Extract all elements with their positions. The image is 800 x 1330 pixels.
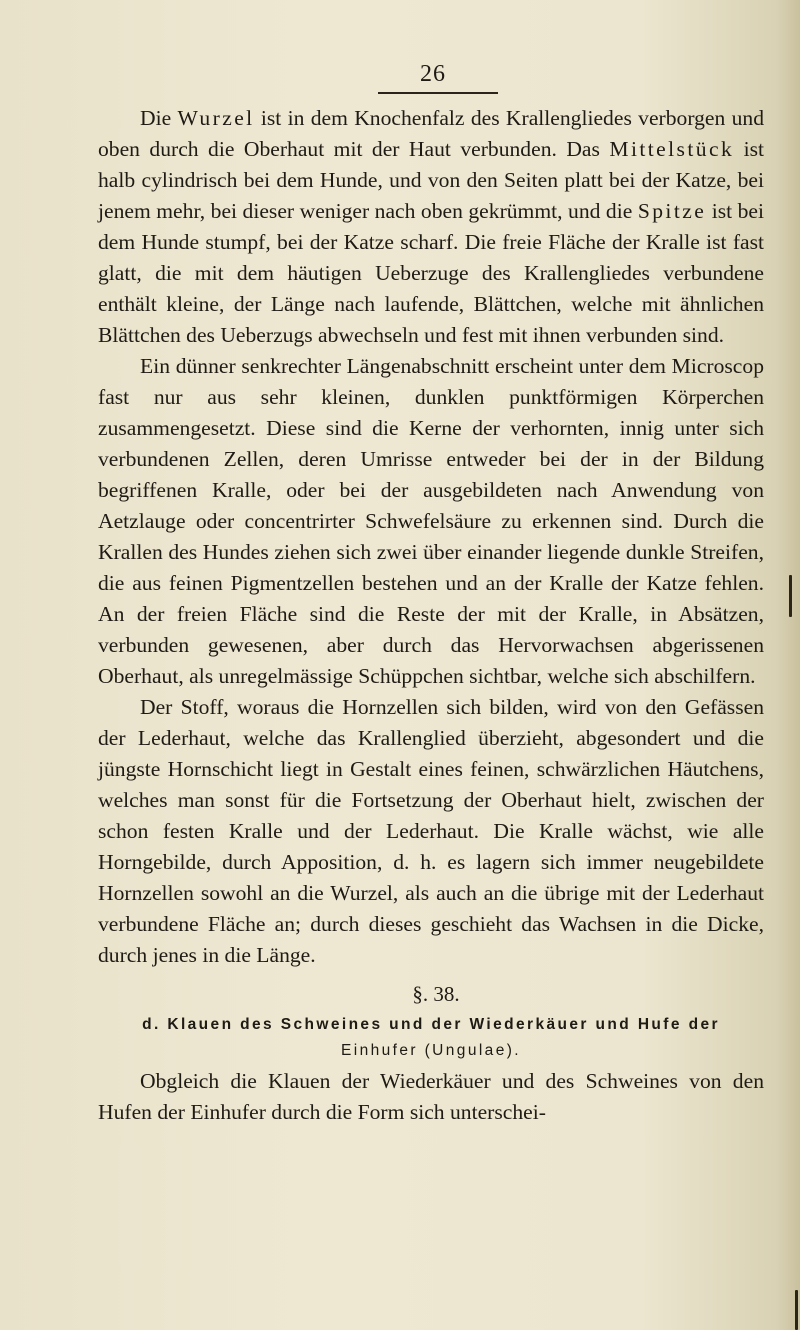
section-heading [98,1012,764,1064]
body-text [98,103,764,1128]
section-number: §. 38. [412,982,460,1006]
paragraph-growth: Der Stoff, woraus die Hornzellen sich bilden, wird von den Gefässen der Lederhaut, welche das Krallenglied überzieht, abgesondert und die jüngste Hornschicht liegt in Gestalt eines feinen, schwärzlichen Häutchens, welches man sonst für die Fortsetzung der Oberhaut hielt, zwischen der schon festen Kralle und der Lederhaut. Die Kralle wächst, wie alle Horngebilde, durch Apposition, d. h. es lagern sich immer neugebildete Hornzellen sowohl an die Wurzel, als auch an die übrige mit der Lederhaut verbundene Fläche an; durch dieses geschieht das Wachsen in die Dicke, durch jenes in die Länge. [98,695,764,967]
section-heading-line-1: d. Klauen des Schweines und der Wiederkäuer und Hufe der [142,1016,720,1033]
page-number: 26 [420,61,446,87]
text-run: Die [140,106,178,130]
term-mittelstueck: Mittelstück [609,137,735,161]
text-run: ist bei dem Hunde stumpf, bei der Katze scharf. Die freie Fläche der Kralle ist fast glatt, die mit dem häutigen Ueberzuge des Krallengliedes verbundene enthält kleine, der Länge nach laufende, Blättchen, welche mit ähnlichen Blättchen des Ueberzugs abwechseln und fest mit ihnen verbunden sind. [98,199,764,347]
term-wurzel: Wurzel [177,106,255,130]
text-run: ist halb cylindrisch bei dem Hunde, und von den Seiten platt bei der Katze, bei jenem mehr, bei dieser weniger nach oben gekrümmt, und die [98,137,764,223]
page-number-underline [378,92,498,94]
section-heading-line-2: Einhufer (Ungulae). [340,1042,521,1059]
term-spitze: Spitze [637,199,707,223]
text-run: ist in dem Knochenfalz des Krallengliedes verborgen und oben durch die Oberhaut mit der Haut verbunden. Das [98,106,765,161]
paragraph-claw-structure [98,103,764,351]
page-edge-mark [795,1290,798,1330]
paragraph-microscopy: Ein dünner senkrechter Längenabschnitt erscheint unter dem Microscop fast nur aus sehr kleinen, dunklen punktförmigen Körperchen zusammengesetzt. Diese sind die Kerne der verhornten, innig unter sich verbundenen Zellen, deren Umrisse entweder bei der in der Bildung begriffenen Kralle, oder bei der ausgebildeten nach Anwendung von Aetzlauge oder concentrirter Schwefelsäure zu erkennen sind. Durch die Krallen des Hundes ziehen sich zwei über einander liegende dunkle Streifen, die aus feinen Pigmentzellen bestehen und an der Kralle der Katze fehlen. An der freien Fläche sind die Reste der mit der Kralle, in Absätzen, verbunden gewesenen, aber durch das Hervorwachsen abgerissenen Oberhaut, als unregelmässige Schüppchen sichtbar, welche sich abschilfern. [98,354,764,688]
page-edge-mark [789,575,792,617]
paragraph-hooves: Obgleich die Klauen der Wiederkäuer und des Schweines von den Hufen der Einhufer durch die Form sich unterschei- [98,1069,764,1124]
